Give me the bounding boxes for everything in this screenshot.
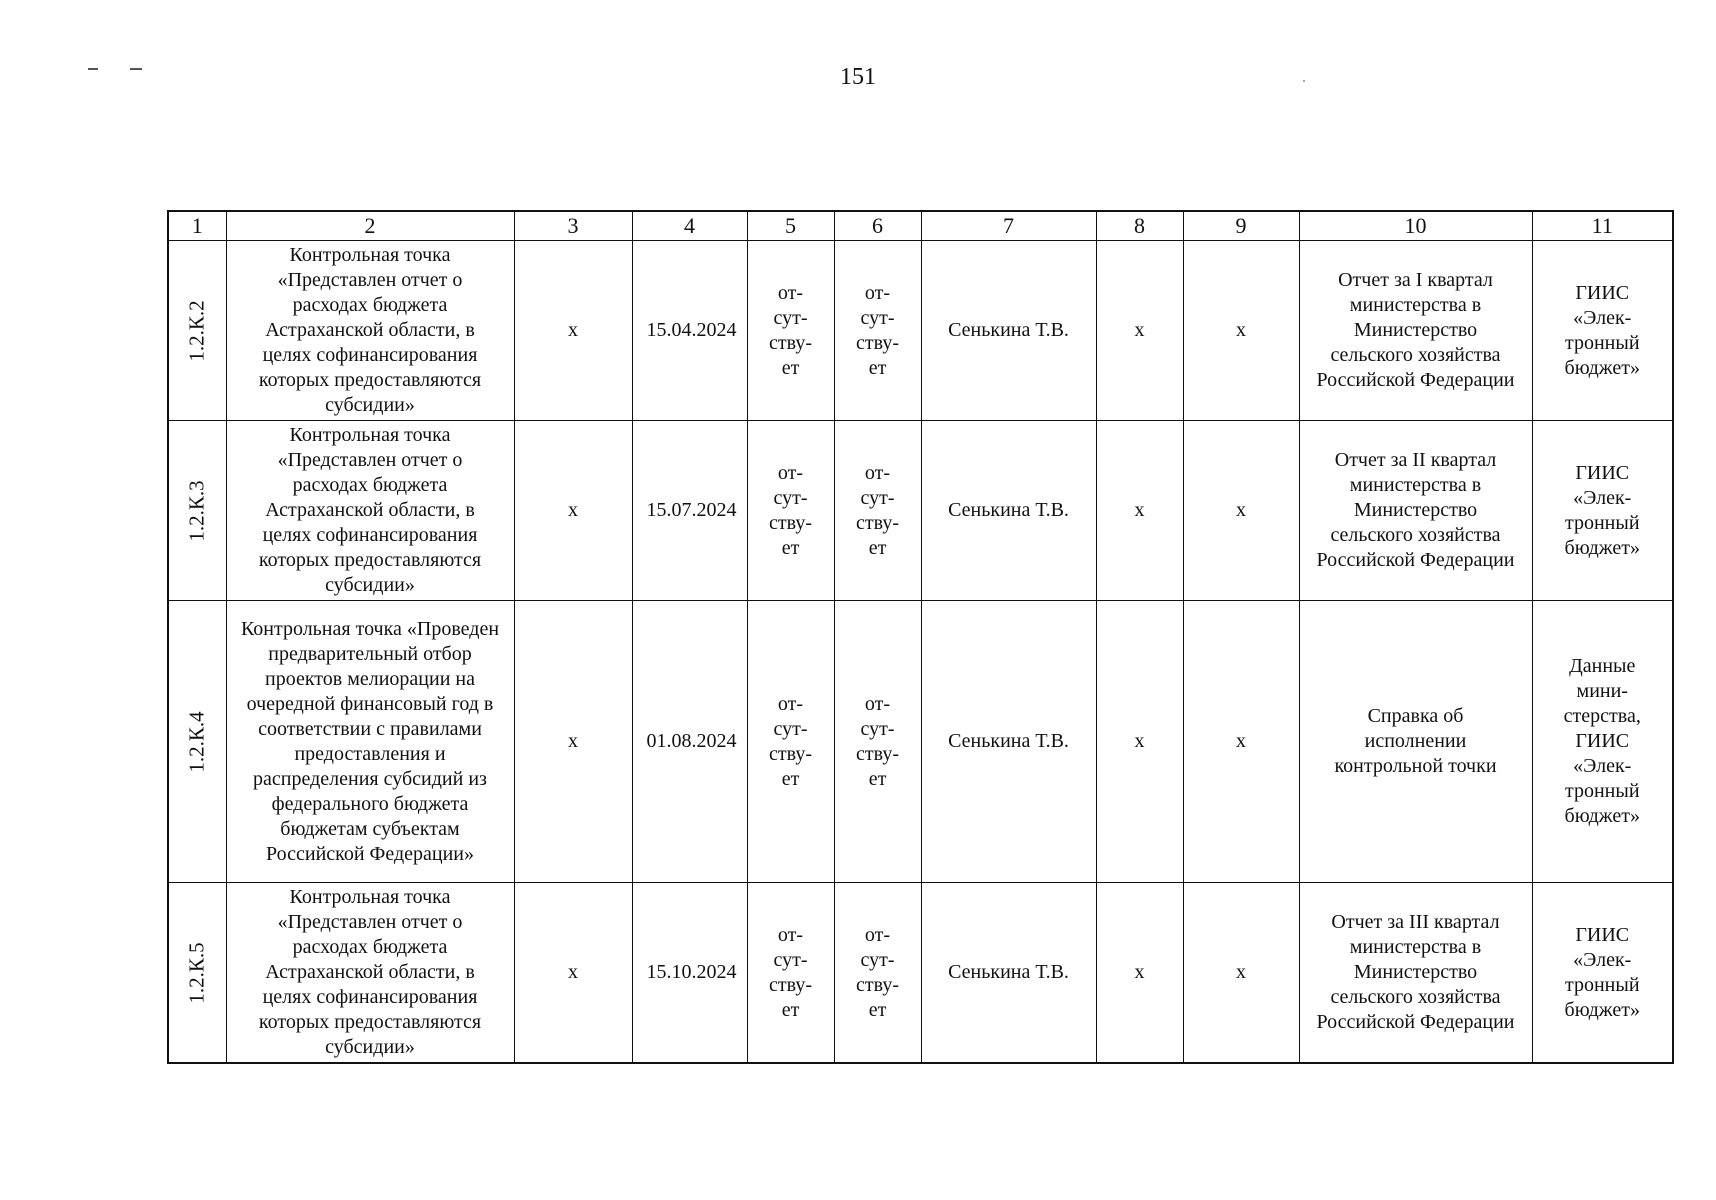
col8-value: x	[1096, 421, 1183, 601]
col6-value: от- сут- ству- ет	[834, 883, 921, 1064]
confirming-document: Справка об исполнении контрольной точки	[1299, 601, 1532, 883]
responsible-person: Сенькина Т.В.	[921, 421, 1096, 601]
table-row	[168, 241, 1673, 421]
col5-value: от- сут- ству- ет	[747, 241, 834, 421]
due-date: 15.07.2024	[632, 421, 747, 601]
row-id-cell	[168, 241, 226, 421]
col3-value: x	[514, 421, 632, 601]
col8-value: x	[1096, 883, 1183, 1064]
col3-value: x	[514, 601, 632, 883]
col3-value: x	[514, 883, 632, 1064]
row-id-cell	[168, 883, 226, 1064]
col9-value: x	[1183, 421, 1299, 601]
control-point-name: Контрольная точка «Представлен отчет о расходах бюджета Астраханской области, в целях софинансирования которых предоставляются субсидии»	[226, 421, 514, 601]
col9-value: x	[1183, 601, 1299, 883]
control-point-name: Контрольная точка «Проведен предварительный отбор проектов мелиорации на очередной финансовый год в соответствии с правилами предоставления и распределения субсидий из федерального бюджета бюджетам субъектам Российской Федерации»	[226, 601, 514, 883]
due-date: 15.04.2024	[632, 241, 747, 421]
info-source: ГИИС «Элек- тронный бюджет»	[1532, 421, 1673, 601]
confirming-document: Отчет за III квартал министерства в Министерство сельского хозяйства Российской Федерации	[1299, 883, 1532, 1064]
row-id: 1.2.К.3	[184, 479, 209, 542]
col-header: 8	[1096, 211, 1183, 241]
col-header: 5	[747, 211, 834, 241]
info-source: ГИИС «Элек- тронный бюджет»	[1532, 883, 1673, 1064]
row-id-cell	[168, 601, 226, 883]
table-row	[168, 883, 1673, 1064]
col5-value: от- сут- ству- ет	[747, 421, 834, 601]
row-id: 1.2.К.5	[184, 941, 209, 1004]
due-date: 15.10.2024	[632, 883, 747, 1064]
responsible-person: Сенькина Т.В.	[921, 241, 1096, 421]
col8-value: x	[1096, 241, 1183, 421]
responsible-person: Сенькина Т.В.	[921, 883, 1096, 1064]
row-id: 1.2.К.2	[184, 299, 209, 362]
col6-value: от- сут- ству- ет	[834, 421, 921, 601]
col-header: 4	[632, 211, 747, 241]
col-header: 3	[514, 211, 632, 241]
col9-value: x	[1183, 883, 1299, 1064]
col-header: 1	[168, 211, 226, 241]
col-header: 7	[921, 211, 1096, 241]
table-row	[168, 421, 1673, 601]
col-header: 11	[1532, 211, 1673, 241]
control-point-name: Контрольная точка «Представлен отчет о расходах бюджета Астраханской области, в целях софинансирования которых предоставляются субсидии»	[226, 241, 514, 421]
col6-value: от- сут- ству- ет	[834, 601, 921, 883]
row-id-cell	[168, 421, 226, 601]
confirming-document: Отчет за I квартал министерства в Министерство сельского хозяйства Российской Федерации	[1299, 241, 1532, 421]
info-source: Данные мини- стерства, ГИИС «Элек- тронный бюджет»	[1532, 601, 1673, 883]
col9-value: x	[1183, 241, 1299, 421]
info-source: ГИИС «Элек- тронный бюджет»	[1532, 241, 1673, 421]
row-id: 1.2.К.4	[184, 710, 209, 773]
col6-value: от- сут- ству- ет	[834, 241, 921, 421]
table-row	[168, 601, 1673, 883]
col8-value: x	[1096, 601, 1183, 883]
confirming-document: Отчет за II квартал министерства в Министерство сельского хозяйства Российской Федерации	[1299, 421, 1532, 601]
page-number: 151	[840, 64, 876, 90]
responsible-person: Сенькина Т.В.	[921, 601, 1096, 883]
col-header: 2	[226, 211, 514, 241]
col-header: 10	[1299, 211, 1532, 241]
due-date: 01.08.2024	[632, 601, 747, 883]
col-header: 6	[834, 211, 921, 241]
control-point-name: Контрольная точка «Представлен отчет о расходах бюджета Астраханской области, в целях софинансирования которых предоставляются субсидии»	[226, 883, 514, 1064]
header-row	[168, 211, 1673, 241]
col-header: 9	[1183, 211, 1299, 241]
col5-value: от- сут- ству- ет	[747, 601, 834, 883]
control-points-table	[167, 210, 1674, 1064]
col3-value: x	[514, 241, 632, 421]
col5-value: от- сут- ству- ет	[747, 883, 834, 1064]
